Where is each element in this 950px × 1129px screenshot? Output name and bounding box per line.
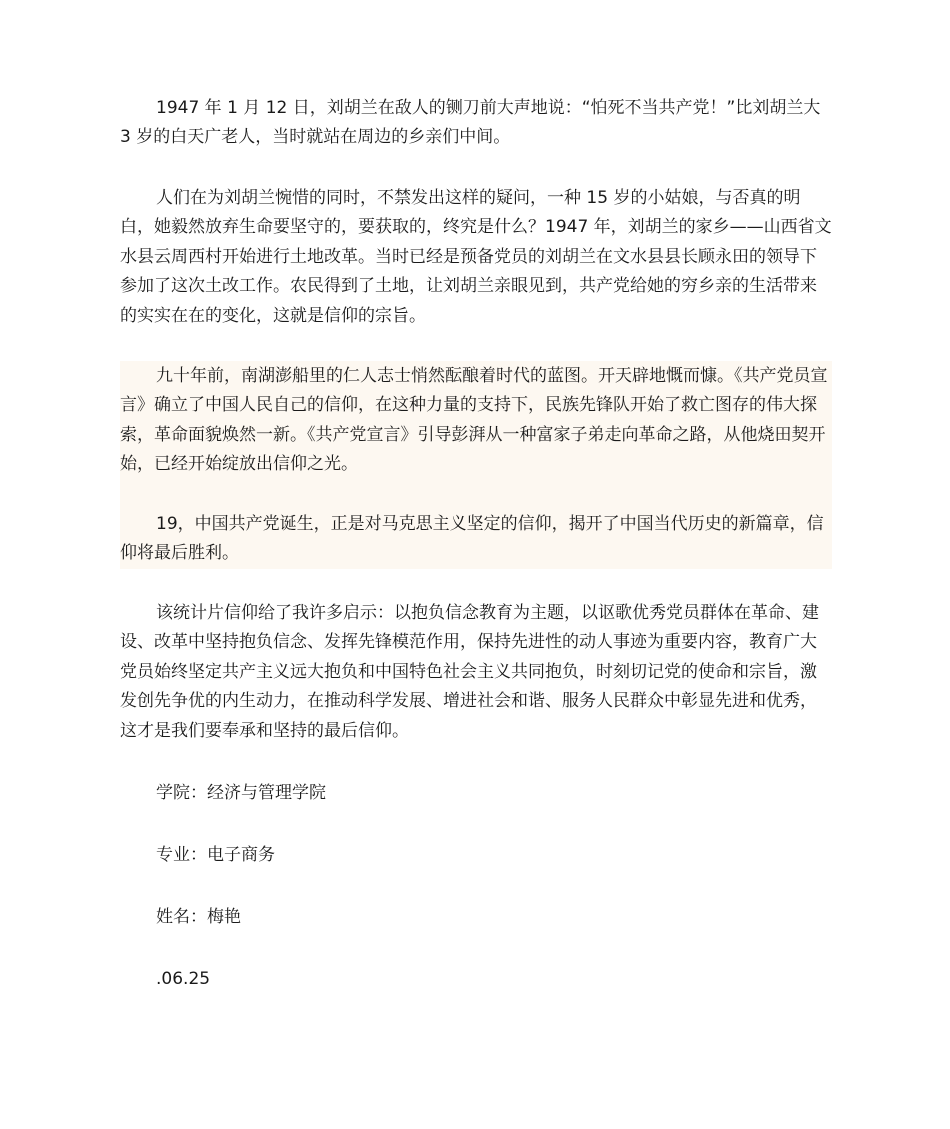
name-line: 姓名：梅艳	[156, 907, 241, 927]
date-line: .06.25	[156, 969, 211, 989]
paragraph-5: 该统计片信仰给了我许多启示：以抱负信念教育为主题，以讴歌优秀党员群体在革命、建设、改革中坚持抱负信念、发挥先锋模范作用，保持先进性的动人事迹为重要内容，教育广大党员始终坚定共产主义远大抱负和中国特色社会主义共同抱负，时刻切记党的使命和宗旨，激发创先争优的内生动力，在推动科学发展、增进社会和谐、服务人民群众中彰显先进和优秀，这才是我们要奉承和坚持的最后信仰。	[120, 603, 819, 741]
paragraph-2: 人们在为刘胡兰惋惜的同时，不禁发出这样的疑问，一种 15 岁的小姑娘，与否真的明白，她毅然放弃生命要坚守的，要获取的，终究是什么？1947 年，刘胡兰的家乡——山西省文水县云周西村开始进行土地改革。当时已经是预备党员的刘胡兰在文水县县长顾永田的领导下参加了这次土改工作。农民得到了土地，让刘胡兰亲眼见到，共产党给她的穷乡亲的生活带来的实实在在的变化，这就是信仰的宗旨。	[120, 188, 832, 326]
paragraph-3: 九十年前，南湖澎船里的仁人志士悄然酝酿着时代的蓝图。开天辟地慨而慷。《共产党员宣言》确立了中国人民自己的信仰，在这种力量的支持下，民族先锋队开始了救亡图存的伟大探索，革命面貌焕然一新。《共产党宣言》引导彭湃从一种富家子弟走向革命之路，从他烧田契开始，已经开始绽放出信仰之光。	[120, 366, 828, 475]
paragraph-4: 19，中国共产党诞生，正是对马克思主义坚定的信仰，揭开了中国当代历史的新篇章，信仰将最后胜利。	[120, 514, 824, 564]
major-line: 专业：电子商务	[156, 845, 275, 865]
paragraph-1: 1947 年 1 月 12 日，刘胡兰在敌人的铡刀前大声地说：“怕死不当共产党！”比刘胡兰大 3 岁的白天广老人，当时就站在周边的乡亲们中间。	[120, 98, 821, 148]
college-line: 学院：经济与管理学院	[156, 783, 326, 803]
